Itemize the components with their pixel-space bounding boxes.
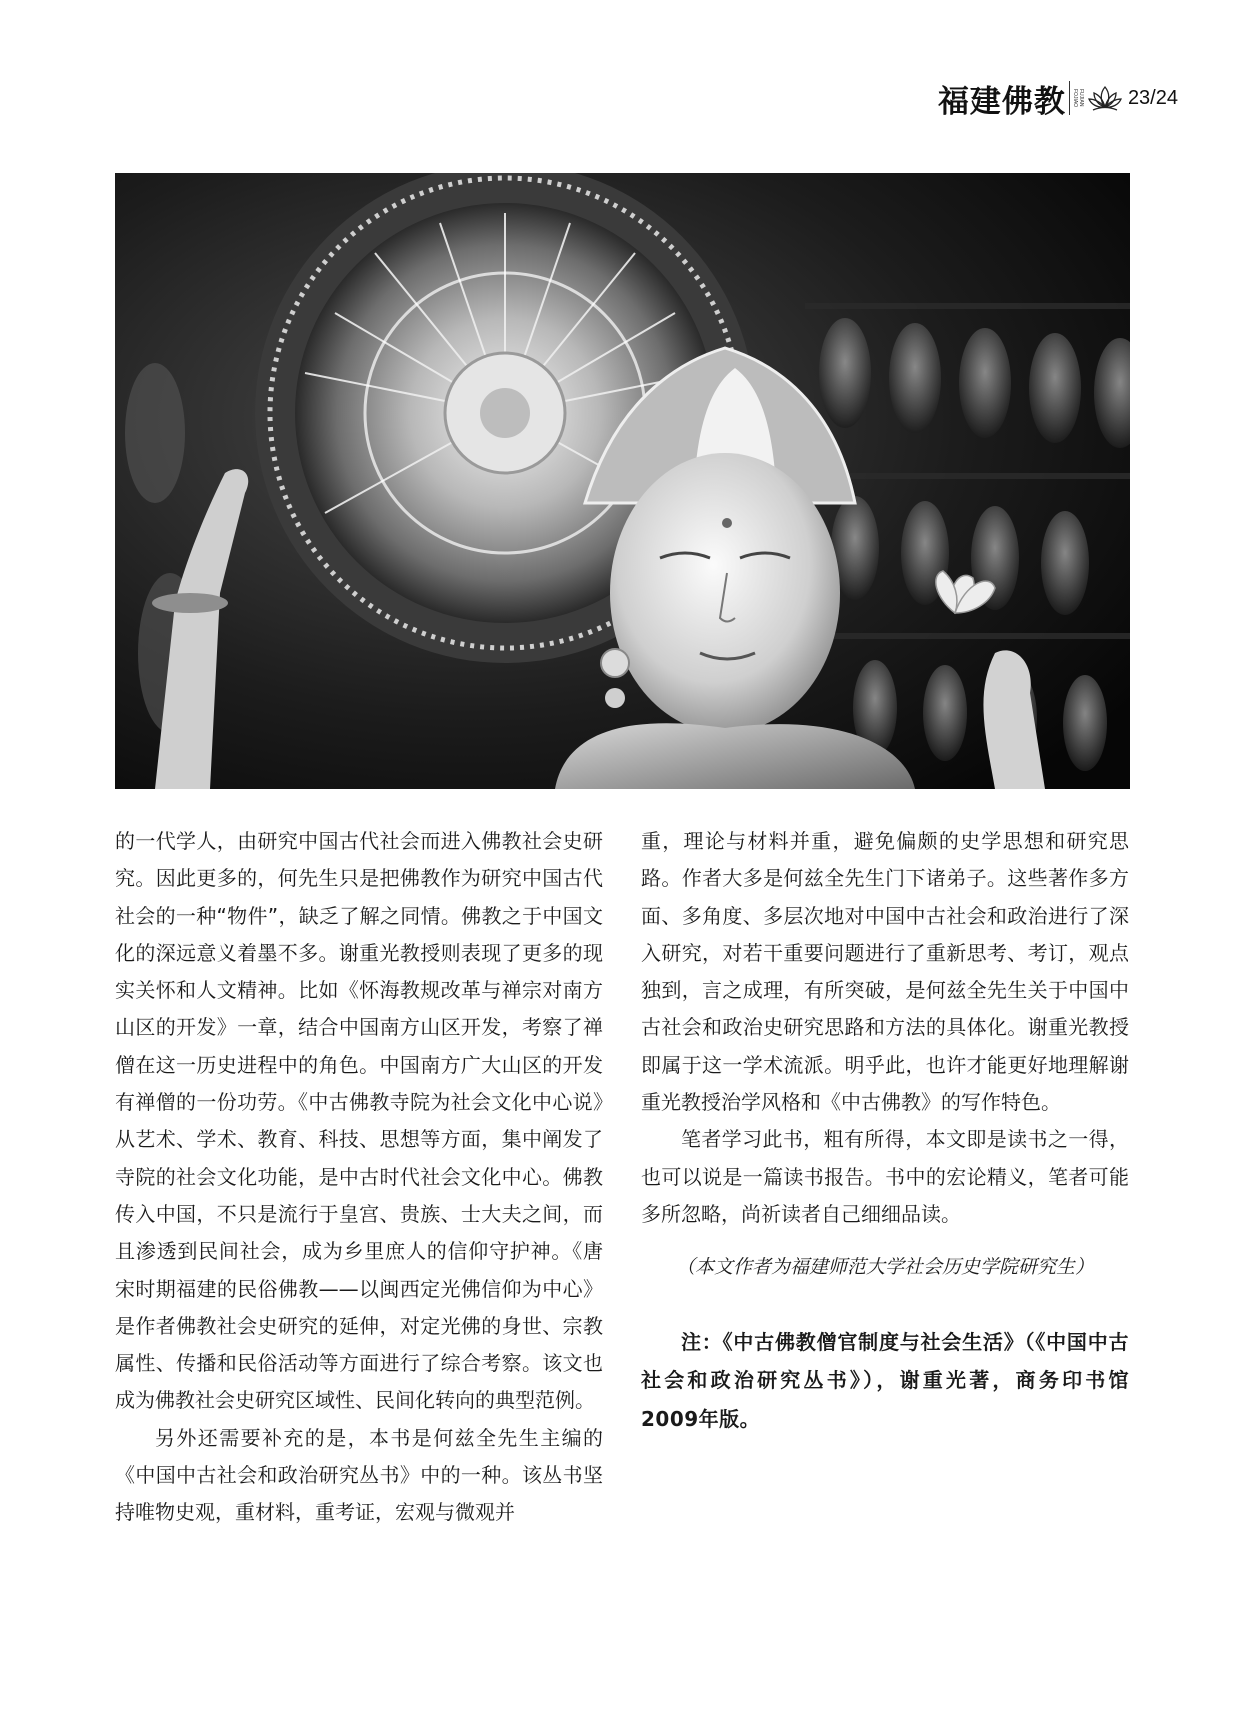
paragraph: 笔者学习此书，粗有所得，本文即是读书之一得，也可以说是一篇读书报告。书中的宏论精义，笔者可能多所忽略，尚祈读者自己细细品读。 — [641, 1127, 1129, 1226]
paragraph: 的一代学人，由研究中国古代社会而进入佛教社会史研究。因此更多的，何先生只是把佛教作为研究中国古代社会的一种“物件”，缺乏了解之同情。佛教之于中国文化的深远意义着墨不多。谢重光教授则表现了更多的现实关怀和人文精神。比如《怀海教规改革与禅宗对南方山区的开发》一章，结合中国南方山区开发，考察了禅僧在这一历史进程中的角色。中国南方广大山区的开发有禅僧的一份功劳。《中古佛教寺院为社会文化中心说》从艺术、学术、教育、科技、思想等方面，集中阐发了寺院的社会文化功能，是中古时代社会文化中心。佛教传入中国，不只是流行于皇宫、贵族、士大夫之间，而且渗透到民间社会，成为乡里庶人的信仰守护神。《唐宋时期福建的民俗佛教——以闽西定光佛信仰为中心》是作者佛教社会史研究的延伸，对定光佛的身世、宗教属性、传播和民俗活动等方面进行了综合考察。该文也成为佛教社会史研究区域性、民间化转向的典型范例。 — [115, 829, 603, 1413]
footnote: 注：《中古佛教僧官制度与社会生活》（《中国中古社会和政治研究丛书》），谢重光著，商务印书馆2009年版。 — [641, 1329, 1129, 1431]
author-note: （本文作者为福建师范大学社会历史学院研究生） — [675, 1256, 1094, 1279]
article-left-column — [115, 823, 603, 1532]
magazine-title: 福建佛教 — [937, 83, 1066, 120]
paragraph: 重，理论与材料并重，避免偏颇的史学思想和研究思路。作者大多是何兹全先生门下诸弟子。这些著作多方面、多角度、多层次地对中国中古社会和政治进行了深入研究，对若干重要问题进行了重新思考、考订，观点独到，言之成理，有所突破，是何兹全先生关于中国中古社会和政治史研究思路和方法的具体化。谢重光教授即属于这一学术流派。明乎此，也许才能更好地理解谢重光教授治学风格和《中古佛教》的写作特色。 — [641, 829, 1129, 1115]
lotus-icon — [1088, 83, 1122, 113]
page-header — [938, 76, 1178, 120]
bodhisattva-statue-photo — [115, 173, 1130, 789]
paragraph: 另外还需要补充的是，本书是何兹全先生主编的《中国中古社会和政治研究丛书》中的一种。该丛书坚持唯物史观，重材料，重考证，宏观与微观并 — [115, 1425, 603, 1525]
article-right-column — [641, 823, 1129, 1438]
photo-illustration — [115, 173, 1130, 789]
page-number: 23/24 — [1127, 86, 1178, 109]
magazine-subtitle: FUJIAN FOJIAO — [1069, 81, 1084, 115]
